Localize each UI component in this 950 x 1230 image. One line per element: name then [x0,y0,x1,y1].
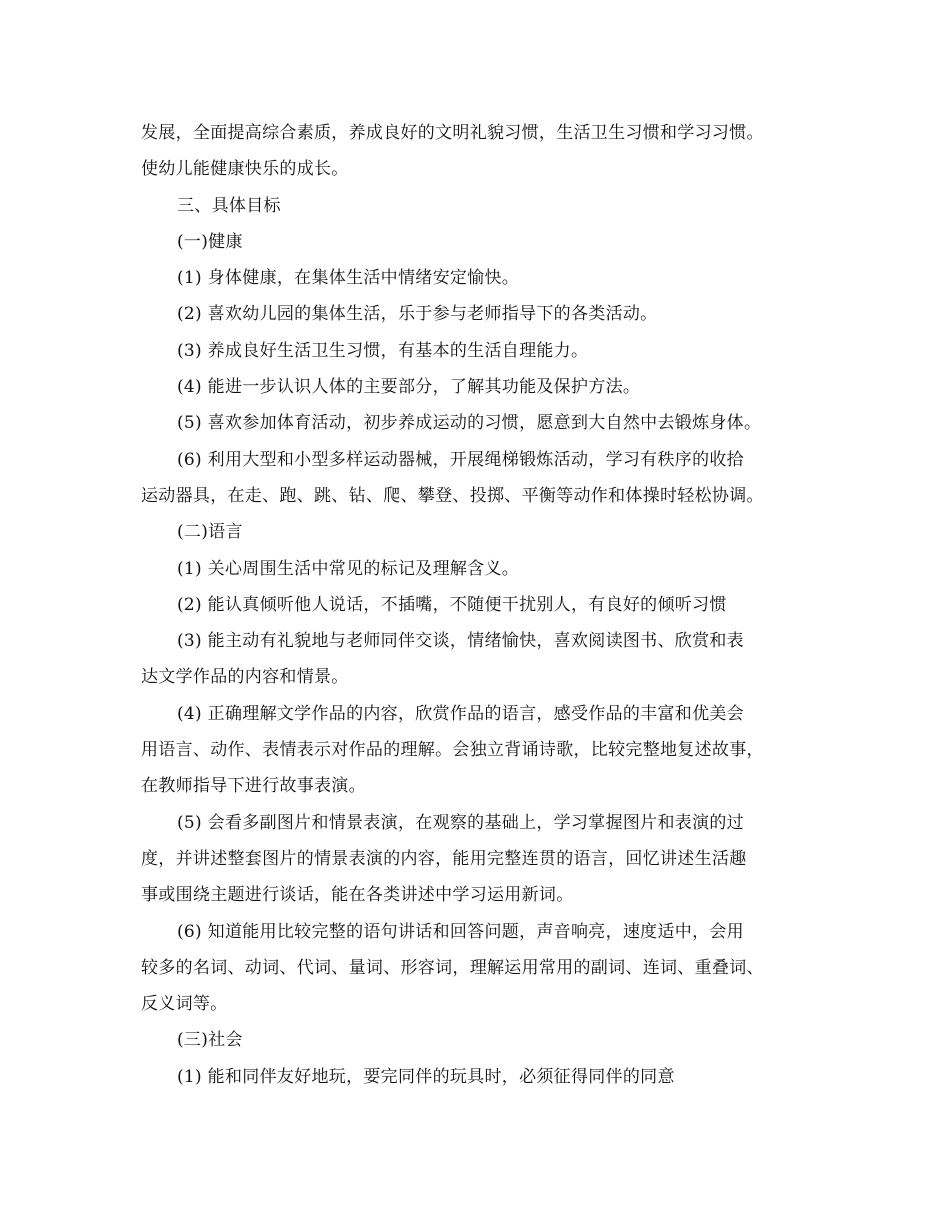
list-item: (2) 能认真倾听他人说话，不插嘴，不随便干扰别人，有良好的倾听习惯 [177,595,727,615]
list-item: (5) 喜欢参加体育活动，初步养成运动的习惯，愿意到大自然中去锻炼身体。 [177,413,762,433]
list-item: (2) 喜欢幼儿园的集体生活，乐于参与老师指导下的各类活动。 [177,304,658,324]
list-item: (4) 能进一步认识人体的主要部分，了解其功能及保护方法。 [177,377,641,397]
list-item-continuation: 事或围绕主题进行谈话，能在各类讲述中学习运用新词。 [141,885,574,905]
list-item: (1) 关心周围生活中常见的标记及理解含义。 [177,559,520,579]
list-item: (3) 能主动有礼貌地与老师同伴交谈，情绪愉快，喜欢阅读图书、欣赏和表 [177,631,744,651]
list-item-continuation: 较多的名词、动词、代词、量词、形容词，理解运用常用的副词、连词、重叠词、 [141,958,764,978]
section-heading: 三、具体目标 [177,196,281,216]
list-item-continuation: 运动器具，在走、跑、跳、钻、爬、攀登、投掷、平衡等动作和体操时轻松协调。 [141,486,764,506]
paragraph-line: 发展，全面提高综合素质，养成良好的文明礼貌习惯，生活卫生习惯和学习习惯。 [141,123,764,143]
list-item: (5) 会看多副图片和情景表演，在观察的基础上，学习掌握图片和表演的过 [177,813,744,833]
subsection-heading: (二)语言 [177,522,243,542]
list-item-continuation: 在教师指导下进行故事表演。 [141,776,366,796]
list-item: (6) 利用大型和小型多样运动器械，开展绳梯锻炼活动，学习有秩序的收拾 [177,450,744,470]
list-item: (4) 正确理解文学作品的内容，欣赏作品的语言，感受作品的丰富和优美会 [177,704,744,724]
paragraph-line: 使幼儿能健康快乐的成长。 [141,159,349,179]
list-item-continuation: 反义词等。 [141,994,228,1014]
list-item-continuation: 用语言、动作、表情表示对作品的理解。会独立背诵诗歌，比较完整地复述故事， [141,740,764,760]
list-item: (1) 身体健康，在集体生活中情绪安定愉快。 [177,268,520,288]
subsection-heading: (一)健康 [177,232,243,252]
list-item-continuation: 达文学作品的内容和情景。 [141,667,349,687]
list-item-continuation: 度，并讲述整套图片的情景表演的内容，能用完整连贯的语言，回忆讲述生活趣 [141,849,747,869]
list-item: (6) 知道能用比较完整的语句讲话和回答问题，声音响亮，速度适中，会用 [177,922,744,942]
list-item: (1) 能和同伴友好地玩，要完同伴的玩具时，必须征得同伴的同意 [177,1067,675,1087]
subsection-heading: (三)社会 [177,1030,243,1050]
list-item: (3) 养成良好生活卫生习惯，有基本的生活自理能力。 [177,341,589,361]
